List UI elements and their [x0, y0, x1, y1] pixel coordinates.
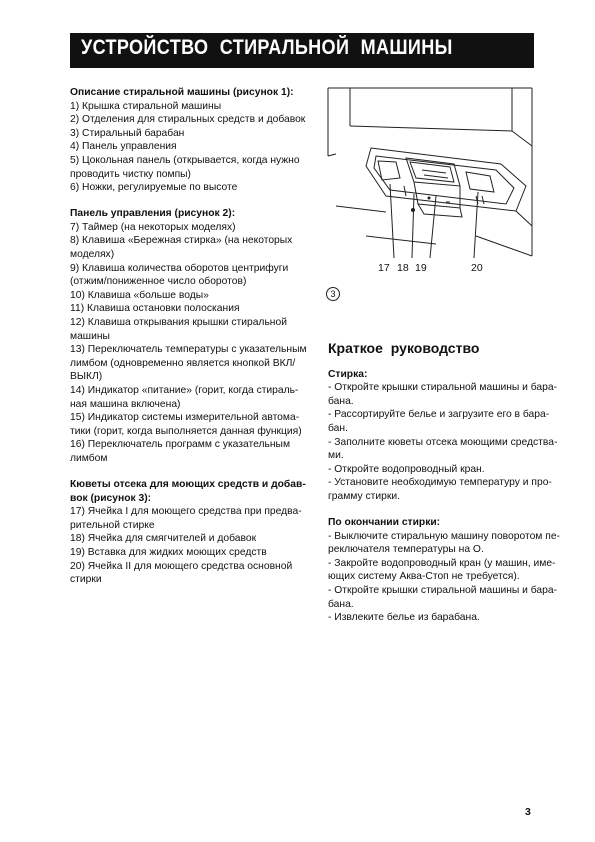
section-heading-control-panel: Панель управления (рисунок 2):	[70, 208, 236, 220]
section-heading-detergent-cont: вок (рисунок 3):	[70, 492, 152, 504]
list-item: (отжим/пониженное число оборотов)	[70, 276, 247, 288]
section-heading-after-washing: По окончании стирки:	[328, 517, 441, 529]
callout-18: 18	[397, 262, 409, 274]
list-item: 17) Ячейка I для моющего средства при предва-	[70, 506, 302, 518]
list-item: 19) Вставка для жидких моющих средств	[70, 547, 267, 558]
list-item: 2) Отделения для стиральных средств и добавок	[70, 114, 306, 126]
list-item: ющих систему Аква-Стоп не требуется).	[328, 571, 520, 583]
page-number: 3	[525, 806, 531, 818]
list-item: - Откройте крышки стиральной машины и бара-	[328, 585, 558, 596]
list-item: ВЫКЛ)	[70, 371, 103, 383]
figure-number: 3	[326, 287, 340, 301]
callout-20: 20	[471, 262, 483, 274]
callout-17: 17	[378, 262, 390, 274]
list-item: 4) Панель управления	[70, 141, 177, 153]
list-item: 10) Клавиша «больше воды»	[70, 289, 209, 301]
list-item: тики (горит, когда выполняется данная функция)	[70, 425, 302, 437]
list-item: - Заполните кюветы отсека моющими средства-	[328, 436, 558, 448]
list-item: 11) Клавиша остановки полоскания	[70, 303, 240, 315]
list-item: 9) Клавиша количества оборотов центрифуги	[70, 262, 289, 274]
list-item: 18) Ячейка для смягчителей и добавок	[70, 533, 257, 545]
list-item: моделях)	[70, 249, 115, 261]
title-bar	[70, 33, 534, 68]
list-item: грамму стирки.	[328, 490, 400, 502]
list-item: 3) Стиральный барабан	[70, 127, 185, 139]
list-item: - Закройте водопроводный кран (у машин, име-	[328, 557, 556, 569]
list-item: 12) Клавиша открывания крышки стиральной	[70, 317, 287, 328]
list-item: рительной стирке	[70, 519, 155, 531]
list-item: машины	[70, 330, 110, 342]
list-item: бана.	[328, 598, 354, 610]
list-item: стирки	[70, 574, 102, 586]
left-column	[70, 86, 308, 587]
list-item: 15) Индикатор системы измерительной автома-	[70, 412, 300, 424]
list-item: 6) Ножки, регулируемые по высоте	[70, 182, 238, 194]
list-item: - Установите необходимую температуру и про-	[328, 477, 552, 489]
list-item: 7) Таймер (на некоторых моделях)	[70, 221, 236, 233]
list-item: лимбом	[70, 452, 108, 464]
detergent-drawer-illustration	[326, 86, 534, 276]
list-item: - Рассортируйте белье и загрузите его в барa-	[328, 409, 550, 421]
list-item: 5) Цокольная панель (открывается, когда нужно	[70, 154, 300, 166]
list-item: бан.	[328, 422, 348, 434]
list-item: 14) Индикатор «питание» (горит, когда стираль-	[70, 384, 299, 396]
section-heading-description: Описание стиральной машины (рисунок 1):	[70, 87, 294, 98]
list-item: проводить чистку помпы)	[70, 168, 191, 180]
callout-19: 19	[415, 262, 427, 274]
section-heading-detergent: Кюветы отсека для моющих средств и добав-	[70, 479, 306, 491]
list-item: - Выключите стиральную машину поворотом пе-	[328, 530, 560, 542]
page-title: УСТРОЙСТВО СТИРАЛЬНОЙ МАШИНЫ	[81, 36, 453, 59]
list-item: - Извлеките белье из барабана.	[328, 612, 480, 624]
list-item: бана.	[328, 395, 354, 407]
list-item: 16) Переключатель программ с указательным	[70, 439, 291, 451]
section-heading-washing: Стирка:	[328, 368, 368, 380]
list-item: 20) Ячейка II для моющего средства основной	[70, 560, 293, 572]
list-item: лимбом (одновременно является кнопкой ВКЛ/	[70, 357, 296, 369]
list-item: 13) Переключатель температуры с указательным	[70, 344, 307, 356]
list-item: 1) Крышка стиральной машины	[70, 100, 222, 112]
list-item: - Откройте водопроводный кран.	[328, 463, 485, 475]
quick-guide-title: Краткое руководство	[328, 340, 480, 356]
list-item: - Откройте крышки стиральной машины и бара-	[328, 382, 558, 394]
list-item: ми.	[328, 450, 344, 462]
detergent-drawer-drawing	[326, 86, 534, 276]
list-item: ная машина включена)	[70, 398, 181, 410]
list-item: 8) Клавиша «Бережная стирка» (на некоторых	[70, 235, 293, 247]
right-column	[328, 340, 560, 625]
list-item: реключателя температуры на О.	[328, 544, 484, 556]
